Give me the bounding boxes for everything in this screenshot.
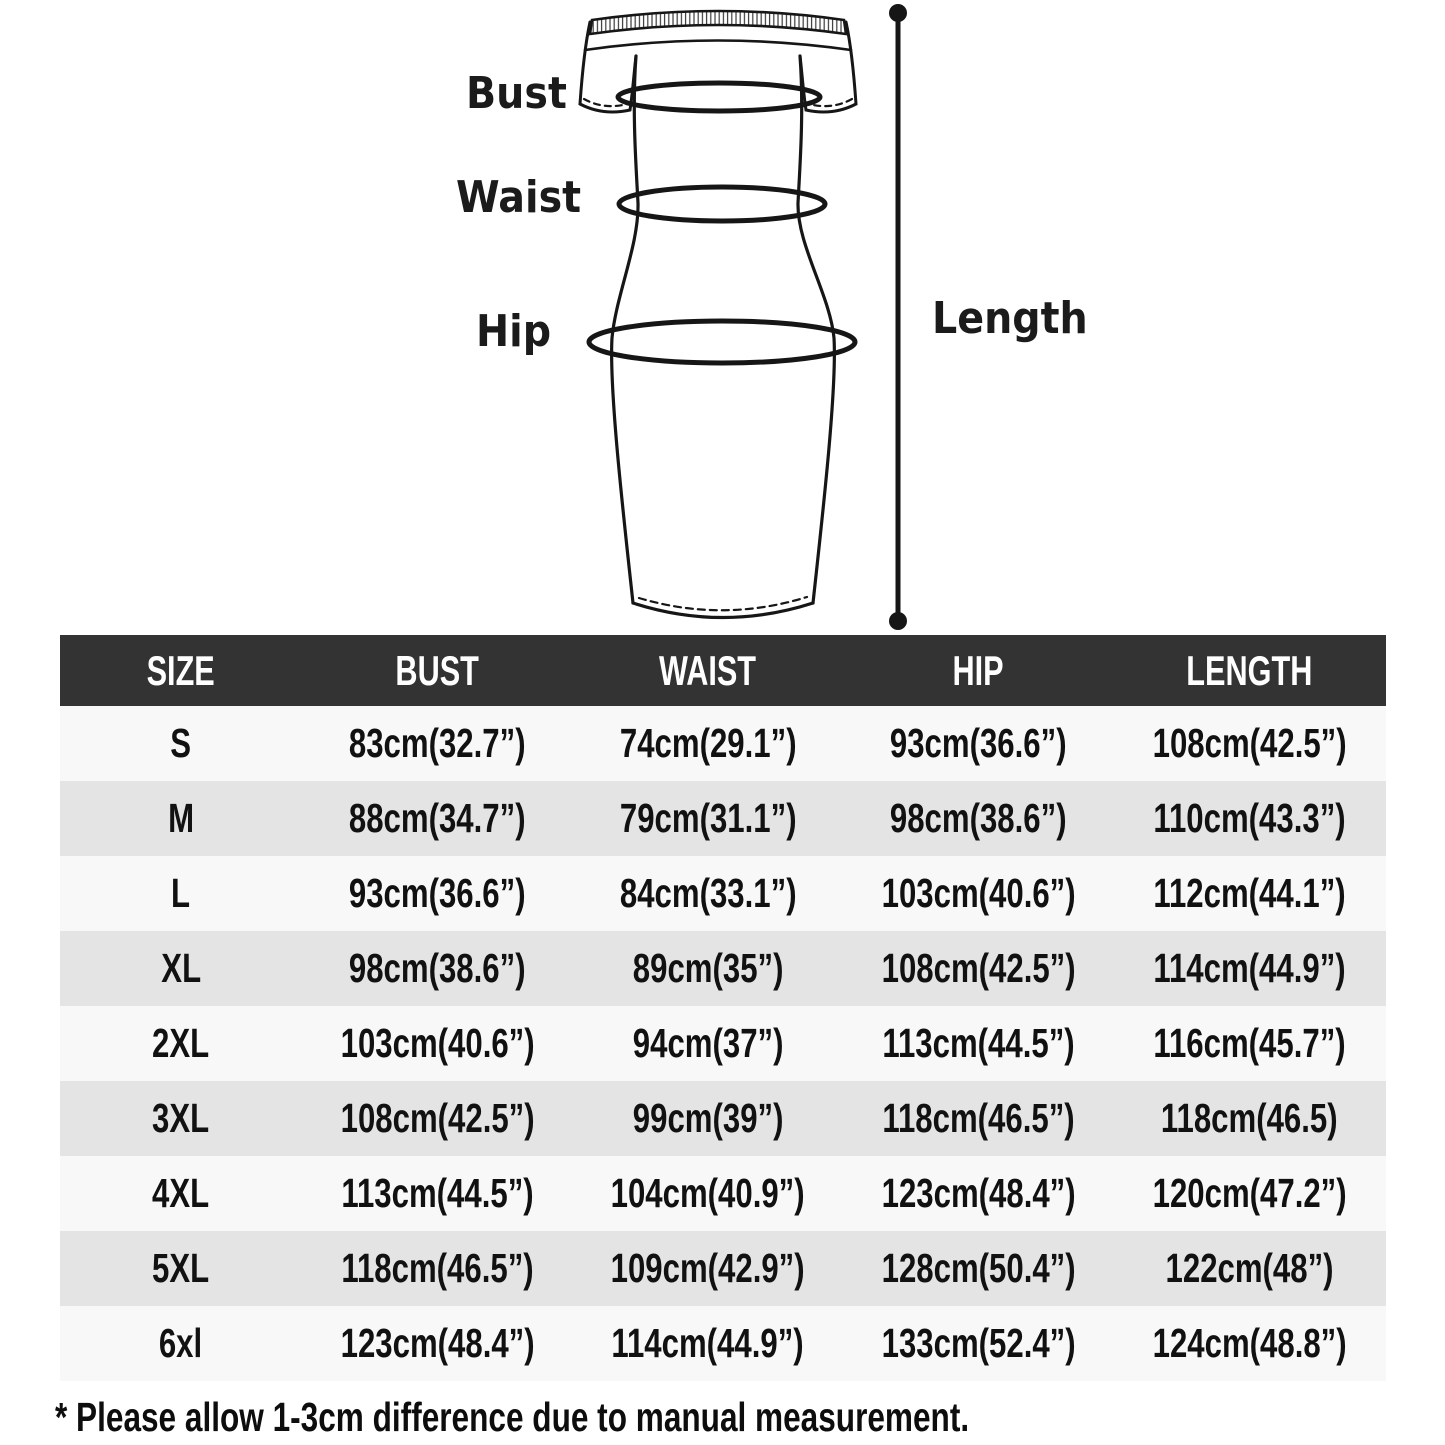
neckband-fold-line — [585, 41, 851, 51]
length-cell: 122cm(48”) — [1165, 1245, 1334, 1291]
header-hip: HIP — [952, 646, 1004, 694]
bust-label: Bust — [466, 68, 567, 119]
size-cell: M — [168, 795, 194, 841]
table-row-6xl — [60, 1306, 1386, 1381]
length-line-top-dot — [889, 4, 907, 22]
bust-cell: 83cm(32.7”) — [348, 720, 526, 766]
size-table — [60, 635, 1386, 1381]
hip-cell: 113cm(44.5”) — [882, 1020, 1075, 1066]
length-line — [889, 4, 907, 630]
hip-cell: 93cm(36.6”) — [889, 720, 1067, 766]
hip-cell: 103cm(40.6”) — [881, 870, 1076, 916]
waist-label: Waist — [456, 172, 582, 223]
neckband — [590, 11, 846, 34]
hip-cell: 123cm(48.4”) — [881, 1170, 1076, 1216]
length-label: Length — [932, 293, 1088, 344]
length-line-bottom-dot — [889, 612, 907, 630]
hip-cell: 98cm(38.6”) — [889, 795, 1067, 841]
bust-cell: 123cm(48.4”) — [340, 1320, 535, 1366]
table-row-5xl — [60, 1231, 1386, 1306]
measurement-note-text: * Please allow 1-3cm difference due to manual measurement. — [55, 1394, 970, 1440]
hip-label: Hip — [476, 306, 552, 357]
header-bust: BUST — [395, 646, 479, 694]
bust-cell: 88cm(34.7”) — [348, 795, 526, 841]
dress-line-drawing — [0, 0, 1445, 635]
waist-cell: 74cm(29.1”) — [619, 720, 797, 766]
waist-cell: 89cm(35”) — [632, 945, 784, 991]
table-row-2xl — [60, 1006, 1386, 1081]
size-cell: S — [170, 720, 192, 766]
length-cell: 108cm(42.5”) — [1152, 720, 1347, 766]
bust-cell: 103cm(40.6”) — [340, 1020, 535, 1066]
hip-cell: 108cm(42.5”) — [881, 945, 1076, 991]
size-cell: 5XL — [152, 1245, 210, 1291]
waist-cell: 114cm(44.9”) — [611, 1320, 804, 1366]
table-row-4xl — [60, 1156, 1386, 1231]
waist-cell: 94cm(37”) — [632, 1020, 784, 1066]
size-cell: 3XL — [152, 1095, 210, 1141]
waist-cell: 84cm(33.1”) — [619, 870, 797, 916]
size-cell: 2XL — [152, 1020, 210, 1066]
measurement-note — [55, 1394, 1242, 1441]
bust-cell: 108cm(42.5”) — [340, 1095, 535, 1141]
bust-cell: 113cm(44.5”) — [341, 1170, 534, 1216]
waist-cell: 109cm(42.9”) — [610, 1245, 805, 1291]
length-cell: 120cm(47.2”) — [1152, 1170, 1347, 1216]
length-cell: 118cm(46.5) — [1161, 1095, 1339, 1141]
left-sleeve — [580, 22, 636, 112]
size-cell: 6xl — [159, 1320, 203, 1366]
length-cell: 114cm(44.9”) — [1153, 945, 1346, 991]
size-cell: 4XL — [152, 1170, 210, 1216]
table-header-row — [60, 635, 1386, 706]
table-row-m — [60, 781, 1386, 856]
hip-cell: 128cm(50.4”) — [881, 1245, 1076, 1291]
right-sleeve — [800, 22, 856, 112]
bust-cell: 118cm(46.5”) — [341, 1245, 534, 1291]
length-cell: 116cm(45.7”) — [1153, 1020, 1346, 1066]
header-length: LENGTH — [1186, 646, 1313, 694]
hip-cell: 118cm(46.5”) — [882, 1095, 1075, 1141]
length-cell: 112cm(44.1”) — [1153, 870, 1346, 916]
bust-ellipse — [618, 83, 820, 111]
bust-cell: 93cm(36.6”) — [348, 870, 526, 916]
size-cell: XL — [161, 945, 201, 991]
hem-stitch — [639, 597, 807, 610]
header-waist: WAIST — [659, 646, 757, 694]
size-cell: L — [171, 870, 191, 916]
waist-cell: 79cm(31.1”) — [619, 795, 797, 841]
length-cell: 124cm(48.8”) — [1152, 1320, 1347, 1366]
table-row-xl — [60, 931, 1386, 1006]
hip-cell: 133cm(52.4”) — [881, 1320, 1076, 1366]
hip-ellipse — [589, 321, 855, 363]
table-row-l — [60, 856, 1386, 931]
length-cell: 110cm(43.3”) — [1153, 795, 1346, 841]
table-row-s — [60, 706, 1386, 781]
waist-cell: 104cm(40.9”) — [610, 1170, 805, 1216]
waist-ellipse — [619, 187, 825, 221]
bust-cell: 98cm(38.6”) — [348, 945, 526, 991]
waist-cell: 99cm(39”) — [632, 1095, 784, 1141]
table-row-3xl — [60, 1081, 1386, 1156]
header-size: SIZE — [146, 646, 216, 694]
